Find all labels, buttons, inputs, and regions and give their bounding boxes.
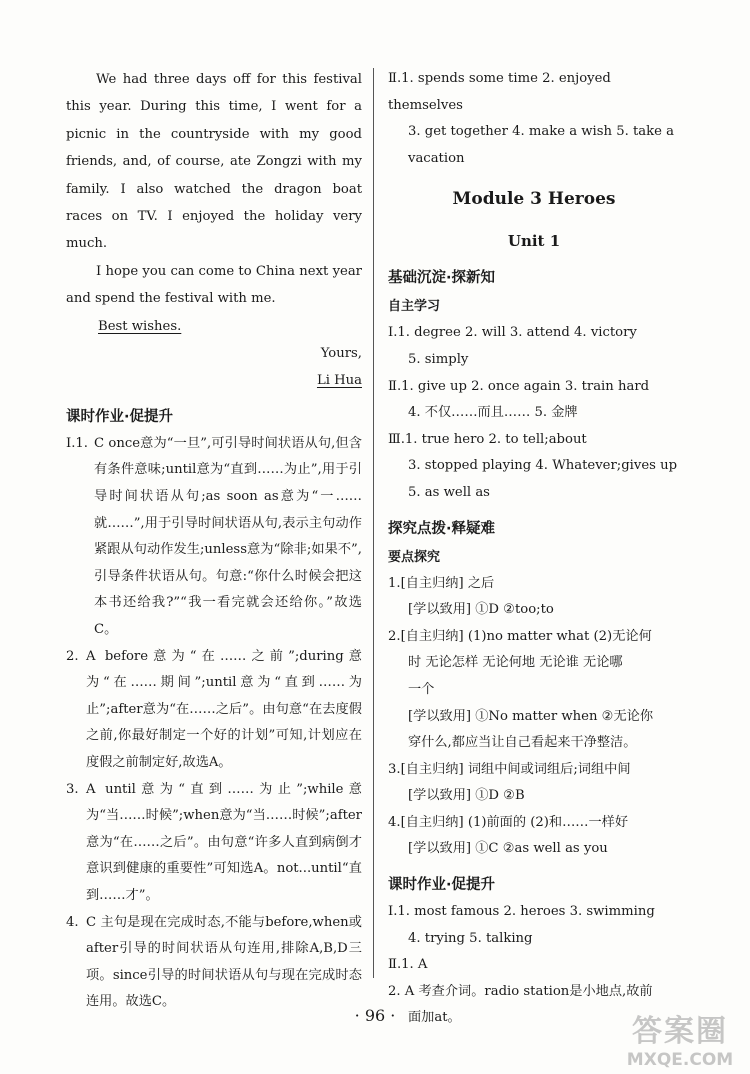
answer-line: 穿什么,都应当让自己看起来干净整洁。 [408,735,637,751]
answer-line: 3. get together 4. make a wish 5. take a [408,124,675,140]
subsection-self-study: 自主学习 [388,299,441,315]
watermark-logo: 答案圈 MXQE.COM [626,1014,734,1070]
answer-line: Ⅲ.1. true hero 2. to tell;about [388,431,587,447]
column-divider [373,68,374,978]
answer-line: 时 无论怎样 无论何地 无论谁 无论哪 [408,655,623,671]
answer-text: A until意为“直到……为止”;while意为“当……时候”;when意为“当……时候”;after意为“在……之后”。由句意“许多人直到病倒才意识到健康的重要性”可知选A。not...until“直到……才”。 [86,781,362,903]
answer-line: 3.[自主归纳] 词组中间或词组后;词组中间 [388,761,631,777]
answer-line: 3. stopped playing 4. Whatever;gives up [408,458,678,474]
answer-line: Ⅱ.1. A [388,957,428,973]
answer-line: [学以致用] ①D ②B [408,788,525,804]
answer-line: 1.[自主归纳] 之后 [388,575,495,591]
answer-text: C once意为“一旦”,可引导时间状语从句,但含有条件意味;until意为“直到……为止”,用于引导时间状语从句;as soon as意为“一……就……”,用于引导时间状语从句,表示主句动作紧跟从句动作发生;unless意为“除非;如果不”,引导条件状语从句。句意:“你什么时候会把这本书还给我?”“我一看完就会还给你。”故选C。 [94,435,362,638]
answer-item [66,910,362,1016]
answer-item [66,777,362,910]
answer-item [66,644,362,777]
left-column [66,66,362,1016]
answer-line: vacation [408,150,465,166]
answer-line: 2.[自主归纳] (1)no matter what (2)无论何 [388,628,652,644]
answer-line: 4.[自主归纳] (1)前面的 (2)和……一样好 [388,814,629,830]
answer-item [66,431,362,644]
answer-line: [学以致用] ①C ②as well as you [408,841,608,857]
answer-line: 4. 不仅……而且…… 5. 金牌 [408,405,578,421]
right-column [388,66,680,1032]
answer-line: 面加at。 [408,1010,461,1026]
section-title-homework: 课时作业·促提升 [66,408,174,425]
answer-line: 5. as well as [408,484,490,500]
answer-text: C 主句是现在完成时态,不能与before,when或after引导的时间状语从句连用,排除A,B,D三项。since引导的时间状语从句与现在完成时态连用。故选C。 [86,914,362,1010]
key-point-answers [388,571,680,864]
answer-text: A before意为“在……之前”;during意为“在……期间”;until意为“直到……为止”;after意为“在……之后”。由句意“在去度假之前,你最好制定一个好的计划”可知,计划应在度假之前制定好,故选A。 [86,648,362,770]
answer-line: 一个 [408,681,435,697]
answer-line: 5. simply [408,351,469,367]
answer-number: 2. [66,648,79,664]
section-title-homework-2: 课时作业·促提升 [388,877,496,894]
answer-line: Ⅰ.1. most famous 2. heroes 3. swimming [388,904,655,920]
letter-paragraph-1: We had three days off for this festival this year. During this time, I went for a picnic in the countryside with my good friends, and, of course, ate Zongzi with my family. I also watched the dragon boat races on TV. I enjoyed the holiday very much. [66,72,362,252]
answer-number: Ⅰ.1. [66,435,88,451]
answer-line: Ⅱ.1. spends some time 2. enjoyed themselves [388,71,611,113]
answer-line: 4. trying 5. talking [408,930,533,946]
letter-signature: Li Hua [316,373,362,389]
answer-line: Ⅱ.1. give up 2. once again 3. train hard [388,378,650,394]
answer-line: [学以致用] ①D ②too;to [408,602,554,618]
subsection-key-points: 要点探究 [388,549,441,565]
page-number: · 96 · [354,1006,396,1025]
answer-block-ii [388,66,680,172]
letter-yours: Yours, [320,346,362,362]
section-title-basics: 基础沉淀·探新知 [388,270,496,287]
section-title-explore: 探究点拨·释疑难 [388,520,496,537]
letter-paragraph-2: I hope you can come to China next year and spend the festival with me. [66,263,362,307]
letter-closing: Best wishes. [98,318,182,334]
answer-line: 2. A 考查介词。radio station是小地点,故前 [388,983,653,999]
answer-line: [学以致用] ①No matter when ②无论你 [408,708,654,724]
answer-number: 4. [66,914,79,930]
module-title: Module 3 Heroes [452,189,616,210]
self-study-answers [388,320,680,506]
answer-list [66,431,362,1016]
answer-line: Ⅰ.1. degree 2. will 3. attend 4. victory [388,325,637,341]
answer-number: 3. [66,781,79,797]
unit-title: Unit 1 [507,232,561,251]
